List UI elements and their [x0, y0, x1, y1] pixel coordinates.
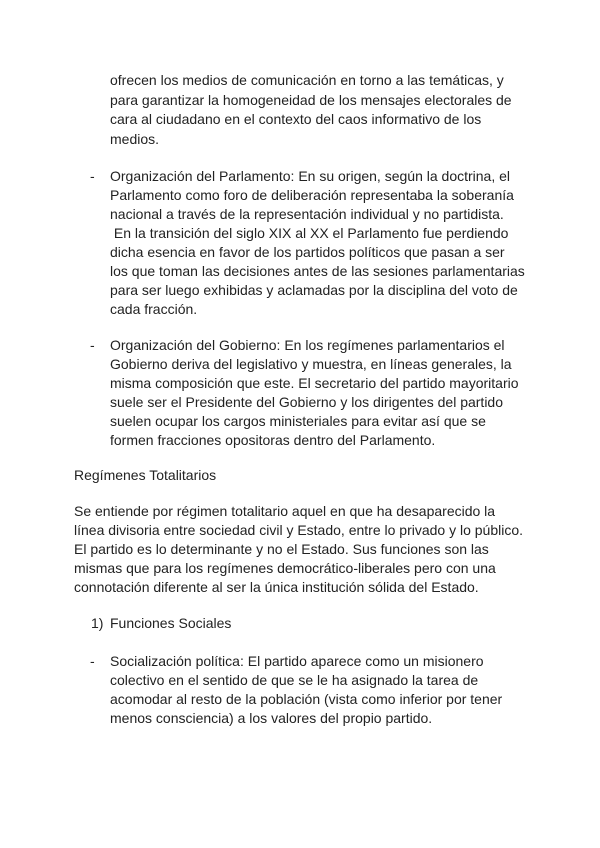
list-number: 1) [91, 615, 104, 631]
text-line: Organización del Parlamento: En su origen, según la doctrina, el [110, 168, 511, 184]
text-line: mismas que para los regímenes democrático-liberales pero con una [74, 560, 496, 576]
text-line: acomodar al resto de la población (vista como inferior por tener [110, 691, 503, 707]
text-line: connotación diferente al ser la única institución sólida del Estado. [74, 579, 479, 595]
text-line: Gobierno deriva del legislativo y muestra, en líneas generales, la [110, 356, 512, 372]
text-line: Organización del Gobierno: En los regímenes parlamentarios el [110, 337, 505, 353]
text-line: para ser luego exhibidas y aclamadas por la disciplina del voto de [110, 282, 518, 298]
text-line: En la transición del siglo XIX al XX el Parlamento fue perdiendo [110, 225, 509, 241]
text-line: suele ser el Presidente del Gobierno y los dirigentes del partido [110, 394, 504, 410]
text-line: cada fracción. [110, 301, 198, 317]
text-line: dicha esencia en favor de los partidos políticos que pasan a ser [110, 244, 505, 260]
text-line: cara al ciudadano en el contexto del caos informativo de los [110, 111, 482, 127]
text-line: línea divisoria entre sociedad civil y Estado, entre lo privado y lo público. [74, 522, 524, 538]
bullet-dash: - [90, 168, 95, 184]
text-line: para garantizar la homogeneidad de los mensajes electorales de [110, 92, 512, 108]
text-line: medios. [110, 131, 160, 147]
text-line: nacional a través de la representación individual y no partidista. [110, 206, 504, 222]
text-line: misma composición que este. El secretario del partido mayoritario [110, 375, 519, 391]
list-label: Funciones Sociales [110, 615, 232, 631]
text-line: ofrecen los medios de comunicación en torno a las temáticas, y [110, 72, 504, 88]
bullet-dash: - [90, 653, 95, 669]
text-line: Se entiende por régimen totalitario aquel en que ha desaparecido la [74, 503, 496, 519]
text-line: colectivo en el sentido de que se le ha asignado la tarea de [110, 672, 479, 688]
text-line: Parlamento como foro de deliberación representaba la soberanía [110, 187, 514, 203]
text-line: El partido es lo determinante y no el Estado. Sus funciones son las [74, 541, 489, 557]
bullet-dash: - [90, 337, 95, 353]
text-line: menos consciencia) a los valores del propio partido. [110, 710, 433, 726]
section-heading: Regímenes Totalitarios [74, 467, 217, 483]
text-line: los que toman las decisiones antes de las sesiones parlamentarias [110, 263, 525, 279]
text-line: formen fracciones opositoras dentro del Parlamento. [110, 432, 436, 448]
text-line: suelen ocupar los cargos ministeriales para evitar así que se [110, 413, 486, 429]
text-line: Socialización política: El partido aparece como un misionero [110, 653, 484, 669]
